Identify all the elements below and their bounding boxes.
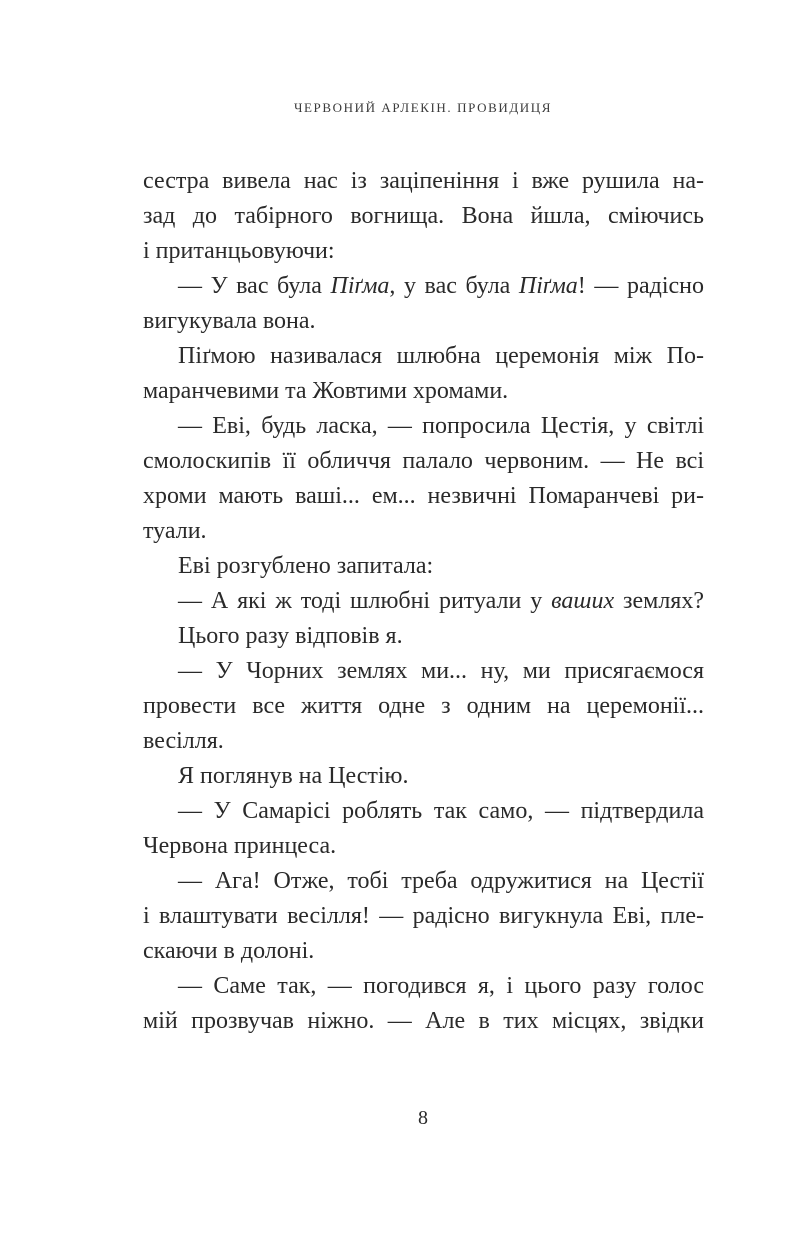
text-line: — Саме так, — погодився я, і цього разу голос (178, 973, 704, 999)
text-line: Я поглянув на Цестію. (178, 763, 409, 789)
running-head: ЧЕРВОНИЙ АРЛЕКІН. ПРОВИДИЦЯ (293, 100, 553, 115)
text-line: Піґмою називалася шлюбна церемонія між По- (178, 343, 704, 369)
text-line: туали. (143, 518, 207, 544)
text-line: — Ага! Отже, тобі треба одружитися на Цестії (178, 868, 704, 894)
text-line: сестра вивела нас із заціпеніння і вже рушила на- (143, 168, 704, 194)
text-line: і влаштувати весілля! — радісно вигукнула Еві, пле- (143, 903, 704, 929)
text-line: — У вас була Піґма, у вас була Піґма! — радісно (178, 273, 704, 299)
page-number: 8 (418, 1107, 428, 1129)
text-line: Еві розгублено запитала: (178, 553, 434, 579)
body-text (143, 164, 704, 1039)
text-line: весілля. (143, 728, 224, 754)
text-line: — У Чорних землях ми... ну, ми присягаємося (178, 658, 704, 684)
text-line: — У Самарісі роблять так само, — підтвердила (178, 798, 704, 824)
text-line: смолоскипів її обличчя палало червоним. — Не всі (143, 448, 704, 474)
text-line: — А які ж тоді шлюбні ритуали у ваших землях? (178, 588, 704, 614)
text-line: зад до табірного вогнища. Вона йшла, сміючись (143, 203, 704, 229)
text-line: Цього разу відповів я. (178, 623, 403, 649)
text-line: і пританцьовуючи: (143, 238, 335, 264)
text-line: маранчевими та Жовтими хромами. (143, 378, 509, 404)
text-line: хроми мають ваші... ем... незвичні Помаранчеві ри- (143, 483, 704, 509)
text-line: вигукувала вона. (143, 308, 316, 334)
text-line: провести все життя одне з одним на церемонії... (143, 693, 704, 719)
text-line: Червона принцеса. (143, 833, 337, 859)
text-line: — Еві, будь ласка, — попросила Цестія, у світлі (178, 413, 704, 439)
text-line: скаючи в долоні. (143, 938, 315, 964)
text-line: мій прозвучав ніжно. — Але в тих місцях, звідки (143, 1008, 704, 1034)
